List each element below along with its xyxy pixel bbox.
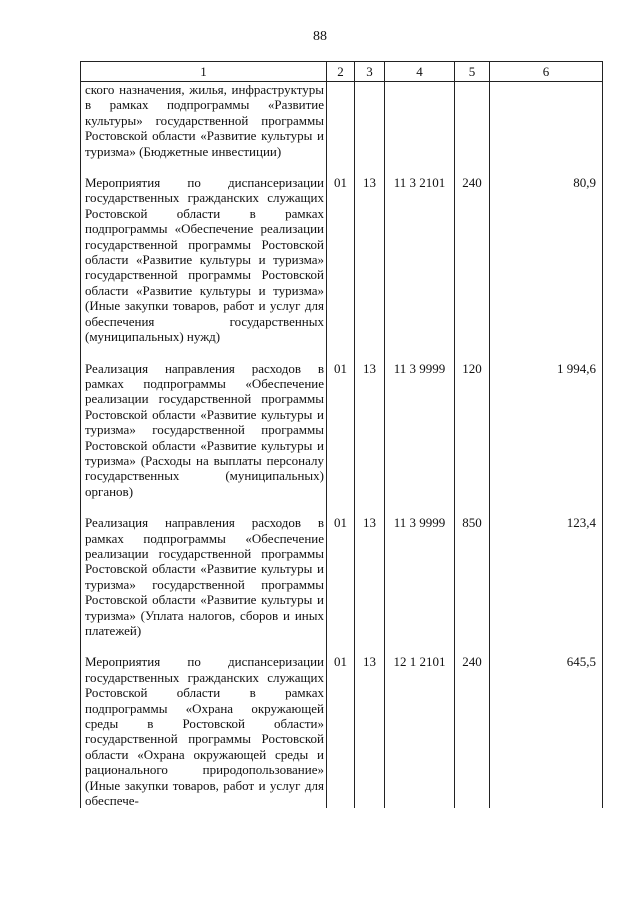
table-row [81, 361, 603, 500]
expense-type-code: 120 [455, 361, 490, 500]
expense-type-code: 240 [455, 175, 490, 344]
section-code: 01 [327, 175, 355, 344]
column-header: 1 [81, 62, 327, 82]
table-row [81, 82, 603, 160]
row-description: Реализация направления расходов в рамках подпрограммы «Обеспечение реализации государственной программы Ростовской области «Развитие культуры и туризма» государственной программы Ростовской области «Развитие культуры и туризма» (Расходы на выплаты персоналу государственных (муниципальных) органов) [81, 361, 327, 500]
column-header: 2 [327, 62, 355, 82]
subsection-code: 13 [355, 515, 385, 638]
target-article-code: 11 3 9999 [385, 361, 455, 500]
section-code [327, 82, 355, 160]
row-description: ского назначения, жилья, инфраструктуры в рамках подпрограммы «Развитие культуры» государственной программы Ростовской области «Развитие культуры и туризма» (Бюджетные инвестиции) [81, 82, 327, 160]
table-header-row [81, 62, 603, 82]
amount: 1 994,6 [490, 361, 603, 500]
budget-table [80, 61, 603, 808]
row-description: Мероприятия по диспансеризации государственных гражданских служащих Ростовской области в рамках подпрограммы «Обеспечение реализации государственной программы Ростовской области «Развитие культуры и туризма» государственной программы Ростовской области «Развитие культуры и туризма» (Иные закупки товаров, работ и услуг для обеспечения государственных (муниципальных) нужд) [81, 175, 327, 344]
subsection-code: 13 [355, 654, 385, 808]
target-article-code [385, 82, 455, 160]
column-header: 4 [385, 62, 455, 82]
subsection-code: 13 [355, 175, 385, 344]
target-article-code: 11 3 9999 [385, 515, 455, 638]
expense-type-code: 240 [455, 654, 490, 808]
subsection-code [355, 82, 385, 160]
expense-type-code: 850 [455, 515, 490, 638]
subsection-code: 13 [355, 361, 385, 500]
table-row [81, 175, 603, 344]
amount: 80,9 [490, 175, 603, 344]
amount [490, 82, 603, 160]
section-code: 01 [327, 654, 355, 808]
column-header: 5 [455, 62, 490, 82]
amount: 645,5 [490, 654, 603, 808]
amount: 123,4 [490, 515, 603, 638]
table-row [81, 654, 603, 808]
section-code: 01 [327, 361, 355, 500]
row-description: Реализация направления расходов в рамках подпрограммы «Обеспечение реализации государственной программы Ростовской области «Развитие культуры и туризма» государственной программы Ростовской области «Развитие культуры и туризма» (Уплата налогов, сборов и иных платежей) [81, 515, 327, 638]
row-description: Мероприятия по диспансеризации государственных гражданских служащих Ростовской области в рамках подпрограммы «Охрана окружающей среды в Ростовской области» государственной программы Ростовской области «Охрана окружающей среды и рационального природопользование» (Иные закупки товаров, работ и услуг для обеспече- [81, 654, 327, 808]
section-code: 01 [327, 515, 355, 638]
page-number: 88 [313, 29, 327, 44]
column-header: 3 [355, 62, 385, 82]
expense-type-code [455, 82, 490, 160]
table-row [81, 515, 603, 638]
column-header: 6 [490, 62, 603, 82]
target-article-code: 11 3 2101 [385, 175, 455, 344]
target-article-code: 12 1 2101 [385, 654, 455, 808]
